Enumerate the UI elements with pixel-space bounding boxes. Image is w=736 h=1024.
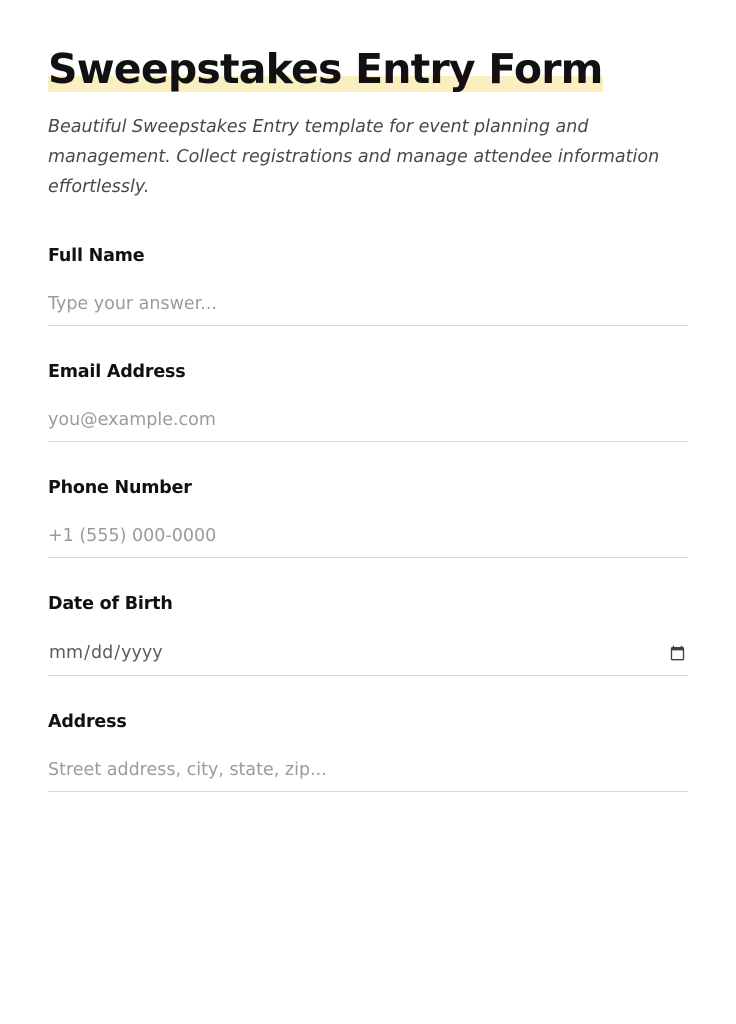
phone-number-input[interactable] bbox=[48, 526, 688, 558]
form-description: Beautiful Sweepstakes Entry template for event planning and management. Collect registrations and manage attendee information effortlessly. bbox=[48, 117, 660, 198]
field-label-email-address: Email Address bbox=[48, 362, 186, 383]
field-full-name bbox=[48, 246, 688, 326]
field-phone-number bbox=[48, 478, 688, 558]
bottom-spacer bbox=[48, 828, 688, 868]
field-label-phone-number: Phone Number bbox=[48, 478, 192, 499]
field-address bbox=[48, 712, 688, 792]
email-address-input[interactable] bbox=[48, 410, 688, 442]
field-label-full-name: Full Name bbox=[48, 246, 145, 267]
page-title: Sweepstakes Entry Form bbox=[48, 45, 603, 93]
field-date-of-birth bbox=[48, 594, 688, 676]
field-label-address: Address bbox=[48, 712, 127, 733]
full-name-input[interactable] bbox=[48, 294, 688, 326]
field-email-address bbox=[48, 362, 688, 442]
date-of-birth-input[interactable] bbox=[48, 642, 688, 676]
address-input[interactable] bbox=[48, 760, 688, 792]
field-label-date-of-birth: Date of Birth bbox=[48, 594, 173, 615]
date-of-birth-row bbox=[48, 642, 688, 676]
page-title-wrapper bbox=[48, 44, 603, 94]
